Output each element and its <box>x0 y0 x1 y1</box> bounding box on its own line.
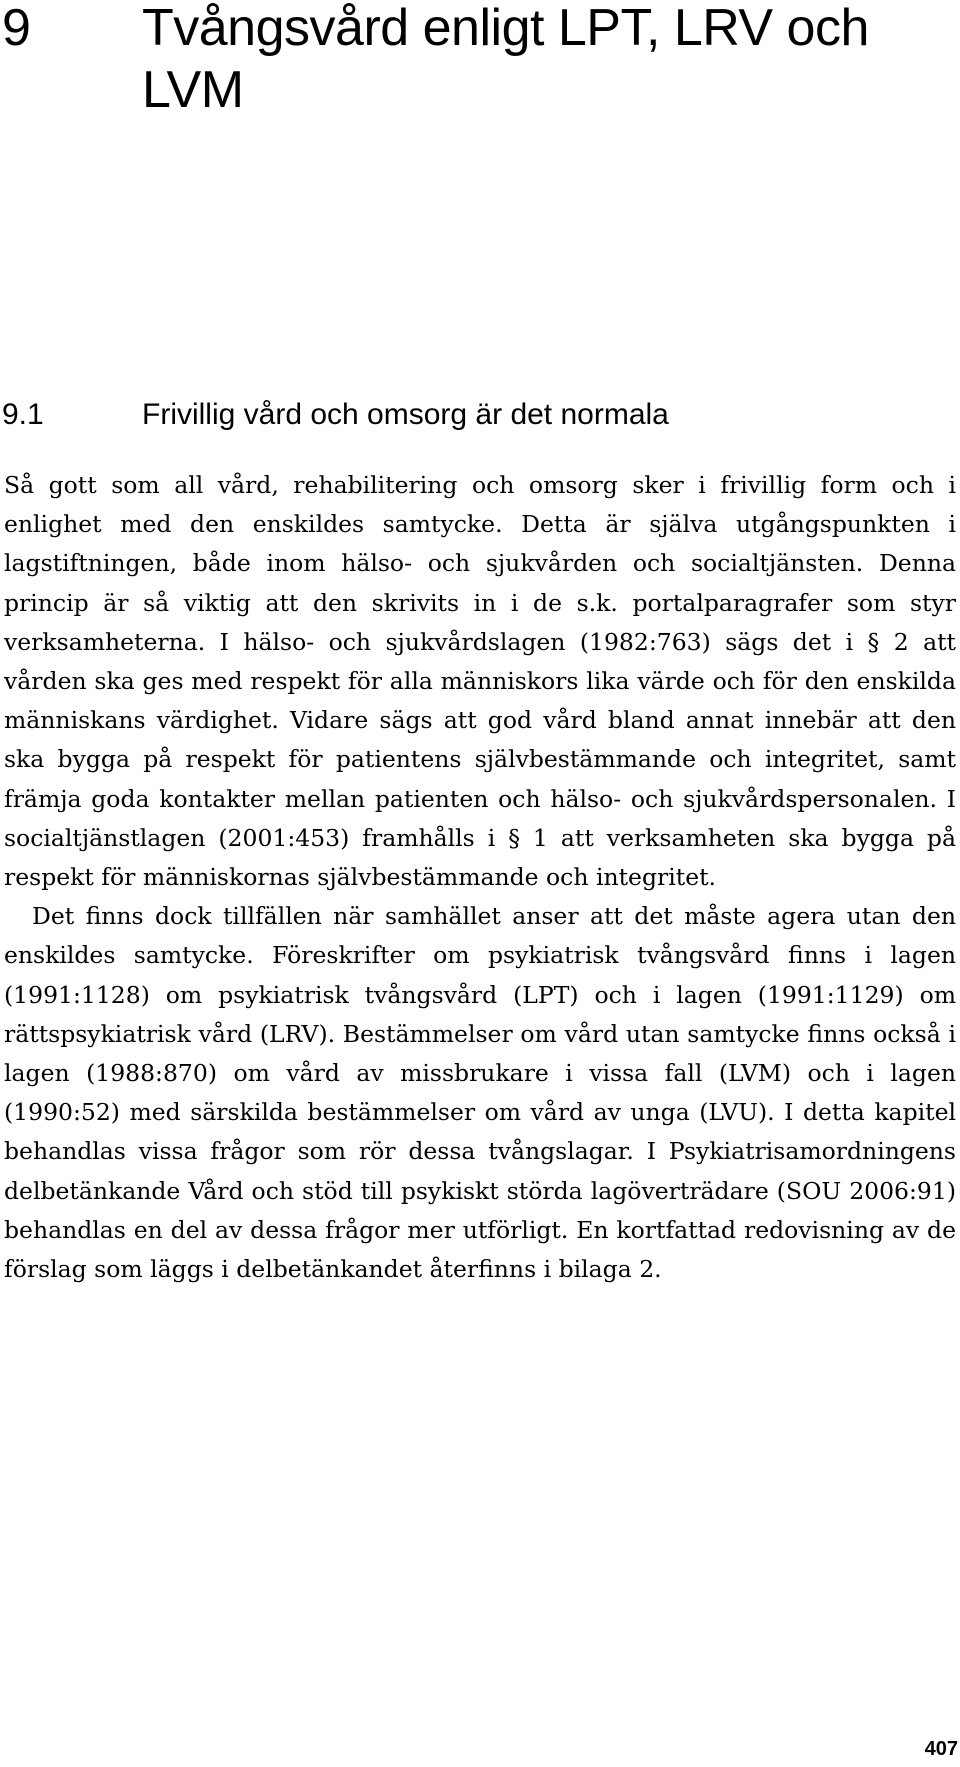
chapter-title-text: Tvångsvård enligt LPT, LRV och LVM <box>142 0 869 119</box>
page-number: 407 <box>924 1738 958 1760</box>
section-number: 9.1 <box>2 398 44 431</box>
chapter-number: 9 <box>2 0 31 57</box>
paragraph-1: Så gott som all vård, rehabilitering och omsorg sker i frivillig form och i enlighet med den enskildes samtycke. Detta är själva utgångspunkten i lagstiftningen, både inom hälso- och sjukvården och socialtjänsten. Denna princip är så viktig att den skrivits in i de s.k. portalparagrafer som styr verksamheterna. I hälso- och sjukvårdslagen (1982:763) sägs det i § 2 att vården ska ges med respekt för alla människors lika värde och för den enskilda människans värdighet. Vidare sägs att god vård bland annat innebär att den ska bygga på respekt för patientens självbestämmande och integritet, samt främja goda kontakter mellan patienten och hälso- och sjukvårdspersonalen. I socialtjänstlagen (2001:453) framhålls i § 1 att verksamheten ska bygga på respekt för människornas självbestämmande och integritet. <box>4 471 956 892</box>
section-title-text: Frivillig vård och omsorg är det normala <box>142 398 669 431</box>
paragraph-2: Det finns dock tillfällen när samhället anser att det måste agera utan den enskildes samtycke. Föreskrifter om psykiatrisk tvångsvård finns i lagen (1991:1128) om psykiatrisk tvångsvård (LPT) och i lagen (1991:1129) om rättspsykiatrisk vård (LRV). Bestämmelser om vård utan samtycke finns också i lagen (1988:870) om vård av missbrukare i vissa fall (LVM) och i lagen (1990:52) med särskilda bestämmelser om vård av unga (LVU). I detta kapitel behandlas vissa frågor som rör dessa tvångslagar. I Psykiatrisamordningens delbetänkande Vård och stöd till psykiskt störda lagöverträdare (SOU 2006:91) behandlas en del av dessa frågor mer utförligt. En kortfattad redovisning av de förslag som läggs i delbetänkandet återfinns i bilaga 2. <box>4 902 956 1284</box>
body-text <box>4 466 956 1289</box>
